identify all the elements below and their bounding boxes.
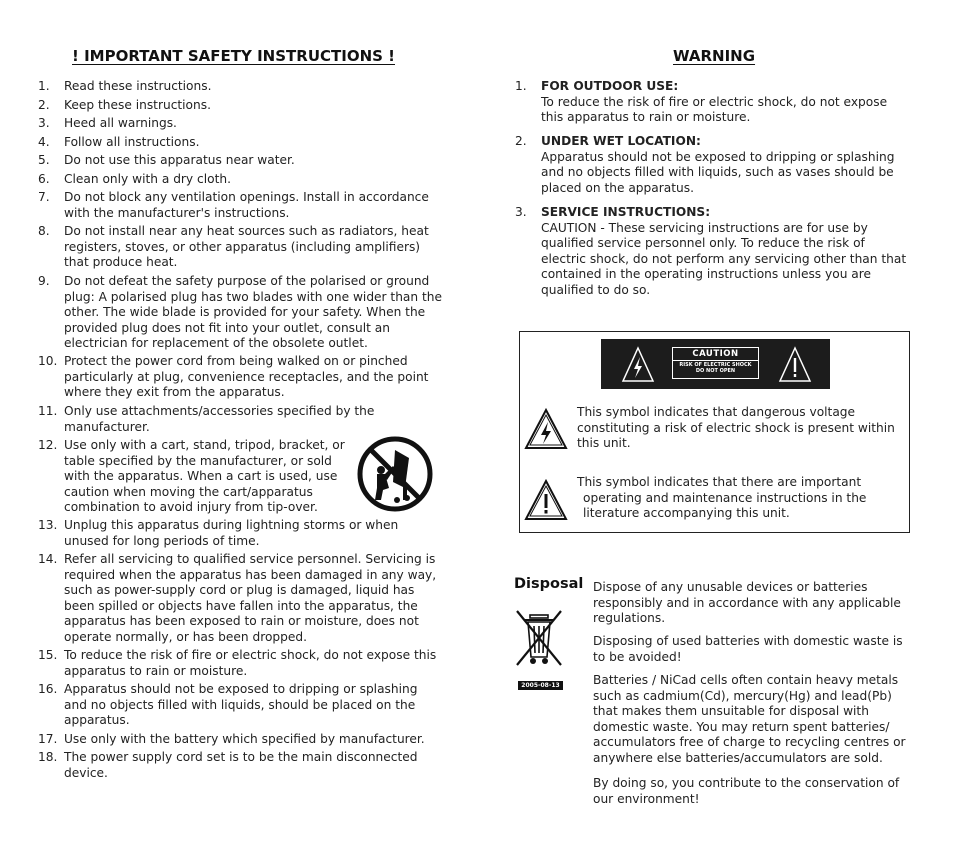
warning-heading: WARNING bbox=[673, 47, 756, 65]
disposal-paragraph: Dispose of any unusable devices or batteries responsibly and in accordance with any applicable regulations. bbox=[593, 580, 901, 626]
warning-item-title: SERVICE INSTRUCTIONS: bbox=[541, 205, 711, 219]
caution-banner bbox=[601, 339, 830, 389]
warning-item-title: UNDER WET LOCATION: bbox=[541, 134, 701, 148]
safety-instructions-heading: ! IMPORTANT SAFETY INSTRUCTIONS ! bbox=[72, 47, 395, 65]
exclamation-triangle-icon bbox=[524, 479, 568, 521]
cart-tip-over-warning-icon bbox=[357, 436, 433, 512]
disposal-heading: Disposal bbox=[514, 576, 584, 592]
lightning-triangle-icon bbox=[524, 408, 568, 450]
warning-item-title: FOR OUTDOOR USE: bbox=[541, 79, 679, 93]
disposal-paragraph: Batteries / NiCad cells often contain heavy metals such as cadmium(Cd), mercury(Hg) and lead(Pb) that makes them unsuitable for disposal with domestic waste. You may return spent batteries/ accumulators free of charge to recycling centres or anywhere else batteries/accumulators are sold. bbox=[593, 673, 906, 765]
disposal-paragraph: Disposing of used batteries with domestic waste is to be avoided! bbox=[593, 634, 903, 664]
crossed-out-bin-icon bbox=[515, 609, 563, 669]
caution-label: CAUTION RISK OF ELECTRIC SHOCK DO NOT OPEN bbox=[672, 347, 759, 379]
weee-date-label: 2005-08-13 bbox=[518, 681, 563, 690]
caution-symbols-box bbox=[519, 331, 910, 533]
lightning-symbol-description: This symbol indicates that dangerous voltage constituting a risk of electric shock is present within this unit. bbox=[577, 405, 895, 451]
exclamation-symbol-description: This symbol indicates that there are important operating and maintenance instructions in the literature accompanying this unit. bbox=[577, 475, 867, 521]
disposal-paragraph: By doing so, you contribute to the conservation of our environment! bbox=[593, 776, 900, 806]
lightning-triangle-icon bbox=[621, 346, 655, 383]
exclamation-triangle-icon bbox=[778, 346, 812, 383]
